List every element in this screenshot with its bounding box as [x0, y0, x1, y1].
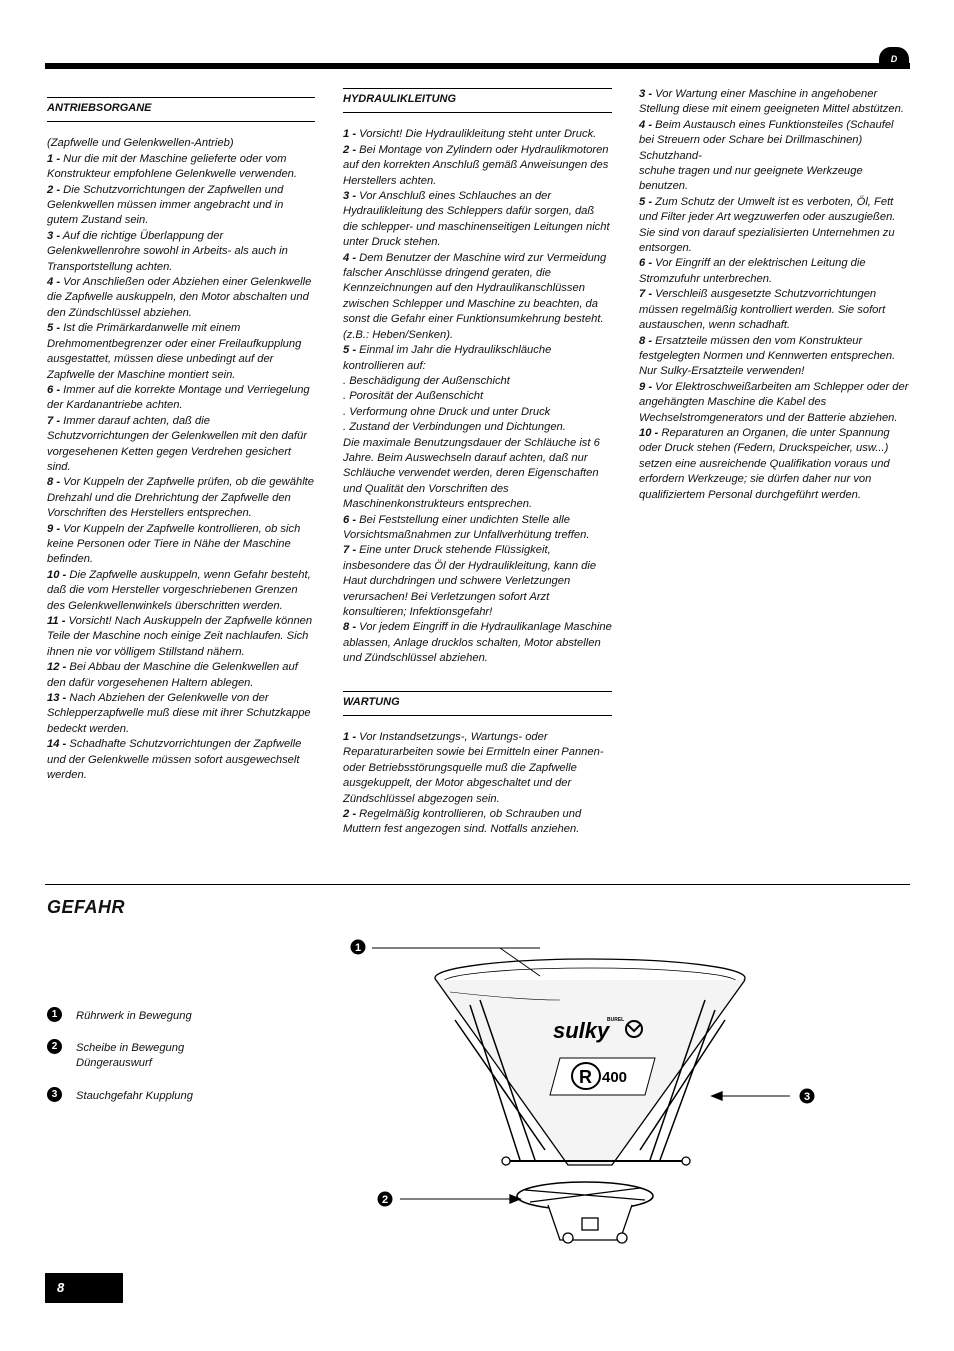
- item-text: Vorsicht! Die Hydraulikleitung steht unter Druck.: [356, 128, 597, 141]
- item-text: Schadhafte Schutzvorrichtungen der Zapfwelle und der Gelenkwelle müssen sofort ausgewechselt werden.: [47, 738, 302, 782]
- callout-2-icon: 2: [47, 1039, 62, 1054]
- item-text: Regelmäßig kontrollieren, ob Schrauben und Muttern fest angezogen sind. Notfalls anziehen.: [343, 808, 582, 836]
- item-text: Eine unter Druck stehende Flüssigkeit, insbesondere das Öl der Hydraulikleitung, kann die Haut durchdringen und schwere Verletzungen verursachen! Bei Verletzungen sofort Arzt konsultieren; Infektionsgefahr!: [343, 544, 597, 618]
- language-badge: D: [879, 47, 909, 69]
- svg-text:3: 3: [803, 1091, 811, 1103]
- item-number: 2 -: [47, 183, 61, 196]
- item-text: Immer auf die korrekte Montage und Verriegelung der Kardanantriebe achten.: [47, 383, 310, 412]
- item-number: 1 -: [47, 152, 61, 165]
- item-text: Vor Instandsetzungs-, Wartungs- oder Reparaturarbeiten sowie bei Ermitteln einer Pannen- oder Betriebsstörungsquelle muß die Zapfwelle ausgekuppelt, der Motor abgeschaltet und der Zündschlüssel abgezogen sein.: [343, 731, 604, 805]
- item-number: 1 -: [343, 731, 357, 744]
- section-heading-antriebsorgane: ANTRIEBSORGANE: [47, 97, 315, 122]
- item-text: Bei Abbau der Maschine die Gelenkwellen auf den dafür vorgesehenen Haltern ablegen.: [47, 661, 298, 689]
- item-number: 3 -: [343, 190, 357, 203]
- item-text: Vor Kuppeln der Zapfwelle prüfen, ob die gewählte Drehzahl und die Drehrichtung der Zapfwelle den Vorschriften des Herstellers entsprechen.: [47, 476, 315, 520]
- item-number: 3 -: [639, 88, 653, 100]
- item-text: Nur die mit der Maschine gelieferte oder vom Konstrukteur empfohlene Gelenkwelle verwenden.: [47, 152, 297, 181]
- brand-logo: sulky: [553, 1018, 610, 1043]
- brand-logo-small: BUREL: [607, 1017, 625, 1023]
- item-number: 1 -: [343, 128, 357, 141]
- item-text: Vor jedem Eingriff in die Hydraulikanlage Maschine ablassen, Anlage drucklos schalten, Motor abstellen und Zündschlüssel abziehen.: [343, 621, 612, 665]
- item-text: Einmal im Jahr die Hydraulikschläuche kontrollieren auf:: [343, 344, 552, 372]
- svg-text:1: 1: [354, 942, 362, 954]
- section-intro: (Zapfwelle und Gelenkwellen-Antrieb): [47, 137, 234, 150]
- item-number: 8 -: [47, 476, 61, 489]
- item-text: Vorsicht! Nach Auskuppeln der Zapfwelle können Teile der Maschine noch einige Zeit nachlaufen. Sich ihnen nie vor völligem Stillstand nähern.: [47, 615, 313, 658]
- item-number: 6 -: [343, 513, 357, 526]
- item-number: 13 -: [47, 692, 67, 705]
- item-number: 5 -: [343, 344, 357, 357]
- legend-text: Scheibe in Bewegung Düngerauswurf: [76, 1042, 185, 1069]
- model-number: 400: [602, 1069, 628, 1086]
- item-number: 7 -: [343, 544, 357, 557]
- legend-text: Stauchgefahr Kupplung: [76, 1090, 193, 1102]
- item-number: 9 -: [47, 522, 61, 535]
- item-number: 10 -: [639, 426, 659, 439]
- callout-3-icon: 3: [47, 1087, 62, 1102]
- item-text: . Zustand der Verbindungen und Dichtungen.: [343, 421, 566, 434]
- item-number: 10 -: [47, 568, 67, 581]
- item-text: Nach Abziehen der Gelenkwelle von der Schlepperzapfwelle muß diese mit ihrer Schutzkappe bedeckt werden.: [47, 692, 311, 735]
- item-text: Vor Elektroschweißarbeiten am Schlepper oder der angehängten Maschine die Kabel des Wechselstromgenerators und der Batterie abziehen.: [639, 380, 909, 424]
- item-number: 7 -: [47, 414, 61, 427]
- item-number: 6 -: [639, 257, 653, 270]
- item-text: . Beschädigung der Außenschicht: [343, 374, 510, 387]
- item-text: schuhe tragen und nur geeignete Werkzeuge benutzen.: [639, 165, 863, 193]
- item-number: 8 -: [639, 334, 653, 347]
- item-text: Die Schutzvorrichtungen der Zapfwellen und Gelenkwellen müssen immer angebracht und in gutem Zustand sein.: [47, 183, 284, 227]
- item-text: Ersatzteile müssen den vom Konstrukteur festgelegten Normen und Kennwerten entsprechen. Nur Sulky-Ersatzteile verwenden!: [639, 334, 896, 378]
- section-heading-wartung: WARTUNG: [343, 691, 612, 716]
- item-text: Dem Benutzer der Maschine wird zur Vermeidung falscher Anschlüsse dringend geraten, die Kennzeichnungen auf den Hydraulikanschlüssen zwischen Schlepper und Maschine zu beachten, da sonst die Gefahr einer Funktionsumkehrung besteht. (z.B.: Heben/Senken).: [343, 251, 607, 341]
- item-text: Vor Kuppeln der Zapfwelle kontrollieren, ob sich keine Personen oder Tiere in Nähe der Maschine befinden.: [47, 522, 301, 566]
- item-text: Reparaturen an Organen, die unter Spannung oder Druck stehen (Federn, Druckspeicher, usw...) setzen eine ausreichende Qualifikation voraus und erfordern Werkzeuge; sie dürfen daher nur von qualifiziertem Personal durchgeführt werden.: [639, 426, 890, 501]
- item-text: Vor Anschließen oder Abziehen einer Gelenkwelle die Zapfwelle auskuppeln, den Motor abschalten und den Zündschlüssel abziehen.: [47, 276, 312, 319]
- item-text: . Porosität der Außenschicht: [343, 390, 484, 403]
- item-number: 9 -: [639, 380, 653, 393]
- item-text: . Verformung ohne Druck und unter Druck: [343, 405, 551, 418]
- danger-title: GEFAHR: [47, 897, 126, 917]
- item-number: 7 -: [639, 288, 653, 301]
- item-number: 8 -: [343, 621, 357, 634]
- model-letter: R: [579, 1067, 592, 1087]
- item-number: 2 -: [343, 143, 357, 156]
- item-text: Beim Austausch eines Funktionsteiles (Schaufel bei Streuern oder Schare bei Drillmaschinen) Schutzhand-: [639, 118, 894, 162]
- item-number: 14 -: [47, 738, 67, 751]
- item-number: 4 -: [343, 251, 357, 264]
- item-text: Die Zapfwelle auskuppeln, wenn Gefahr besteht, daß die vom Hersteller vorgeschriebenen Grenzen des Gelenkwellenwinkels überschritten werden.: [47, 568, 311, 612]
- svg-text:2: 2: [381, 1194, 389, 1206]
- item-text: Verschleiß ausgesetzte Schutzvorrichtungen müssen regelmäßig kontrolliert werden. Sie sofort austauschen, wenn schadhaft.: [639, 288, 886, 332]
- item-text: Vor Eingriff an der elektrischen Leitung die Stromzufuhr unterbrechen.: [639, 257, 866, 285]
- item-text: Vor Anschluß eines Schlauches an der Hydraulikleitung des Schleppers dafür sorgen, daß die schlepper- und maschinenseitigen Leitungen nicht unter Druck stehen.: [343, 190, 610, 249]
- item-number: 3 -: [47, 229, 61, 242]
- item-number: 5 -: [47, 322, 61, 335]
- item-number: 11 -: [47, 615, 66, 627]
- callout-1-icon: 1: [47, 1007, 62, 1022]
- item-number: 5 -: [639, 195, 653, 208]
- item-text: Auf die richtige Überlappung der Gelenkwellenrohre sowohl in Arbeits- als auch in Transportstellung achten.: [47, 229, 288, 273]
- item-number: 2 -: [343, 808, 357, 821]
- item-text: Ist die Primärkardanwelle mit einem Drehmomentbegrenzer oder einer Freilaufkupplung ausgestattet, müssen diese unbedingt auf der Zapfwelle der Maschine montiert sein.: [47, 322, 302, 381]
- item-text: Immer darauf achten, daß die Schutzvorrichtungen der Gelenkwellen mit den dafür vorgesehenen Ketten gegen Verdrehen gesichert sind.: [47, 414, 307, 473]
- item-text: Bei Feststellung einer undichten Stelle alle Vorsichtsmaßnahmen zur Unfallverhütung treffen.: [343, 513, 590, 541]
- item-number: 6 -: [47, 383, 61, 396]
- item-number: 4 -: [47, 276, 61, 289]
- section-heading-hydraulikleitung: HYDRAULIKLEITUNG: [343, 88, 612, 113]
- item-text: Vor Wartung einer Maschine in angehobener Stellung diese mit einem geeigneten Mittel abstützen.: [639, 88, 904, 116]
- legend-text: Rührwerk in Bewegung: [76, 1010, 192, 1022]
- item-text: Zum Schutz der Umwelt ist es verboten, Öl, Fett und Filter jeder Art wegzuwerfen oder auszugießen. Sie sind von darauf spezialisierten Unternehmen zu entsorgen.: [639, 195, 896, 255]
- page-number: 8: [45, 1273, 123, 1303]
- item-number: 12 -: [47, 661, 67, 674]
- item-number: 4 -: [639, 118, 653, 131]
- item-text: Bei Montage von Zylindern oder Hydraulikmotoren auf den korrekten Anschluß gemäß Anweisungen des Herstellers achten.: [343, 143, 609, 187]
- item-text: Die maximale Benutzungsdauer der Schläuche ist 6 Jahre. Beim Auswechseln darauf achten, daß nur Schläuche verwendet werden, deren Eigenschaften und Qualität den Vorschriften des Maschinenkonstrukteurs entsprechen.: [343, 436, 600, 511]
